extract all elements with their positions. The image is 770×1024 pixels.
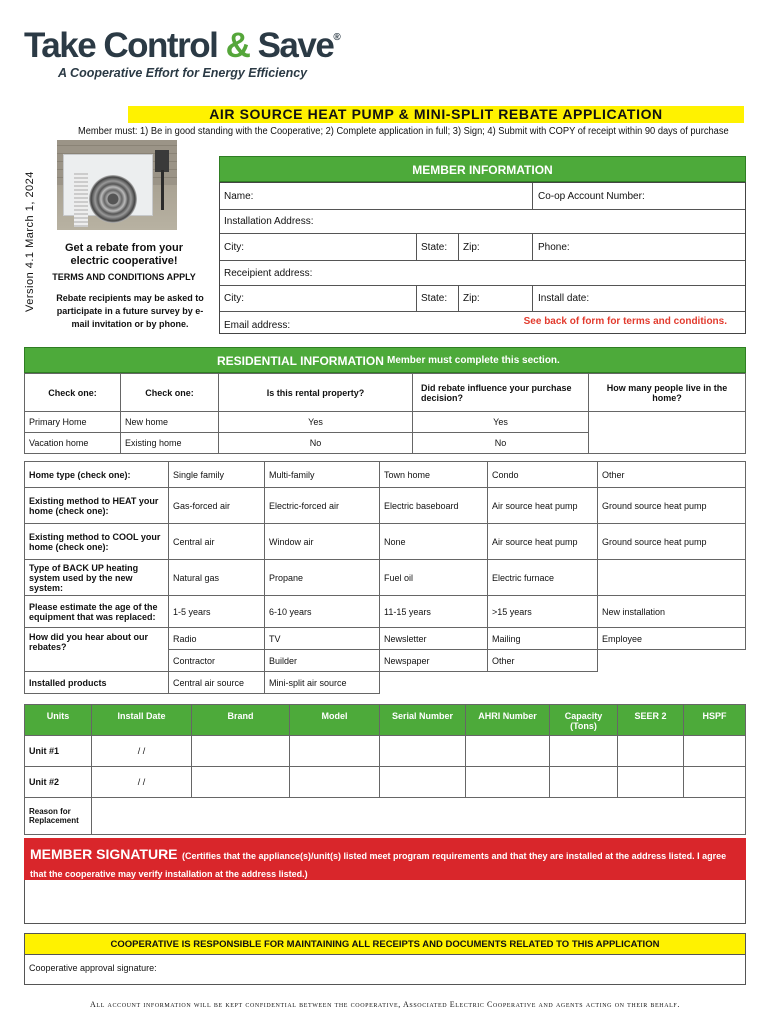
reason-field[interactable] (92, 798, 746, 835)
residential-title: RESIDENTIAL INFORMATION (217, 354, 384, 368)
col-check-one-2: Check one: (121, 374, 219, 412)
option-rental-no[interactable]: No (219, 433, 413, 454)
detail-option[interactable]: Contractor (169, 650, 265, 672)
col-influence: Did rebate influence your purchase decision? (413, 374, 589, 412)
unit1-capacity[interactable] (550, 736, 618, 767)
cooperative-notice: COOPERATIVE IS RESPONSIBLE FOR MAINTAINING ALL RECEIPTS AND DOCUMENTS RELATED TO THIS APPLICATION (24, 933, 746, 955)
detail-option[interactable]: 1-5 years (169, 596, 265, 628)
city-field[interactable]: City: (224, 242, 244, 253)
detail-option[interactable]: Central air (169, 524, 265, 560)
detail-label: Home type (check one): (25, 462, 169, 488)
detail-option[interactable]: Central air source (169, 672, 265, 694)
unit1-install-date[interactable]: / / (92, 736, 192, 767)
signature-text: (Certifies that the appliance(s)/unit(s) listed meet program requirements and that they are installed at the address listed. I agree that the cooperative may verify installation at the address listed.) (30, 851, 727, 879)
detail-option[interactable]: Newsletter (380, 628, 488, 650)
version-date-label: Version 4.1 March 1, 2024 (24, 171, 36, 312)
residential-header (24, 347, 746, 373)
logo-part2: Save (257, 26, 334, 65)
unit1-brand[interactable] (192, 736, 290, 767)
unit2-model[interactable] (290, 767, 380, 798)
detail-option[interactable]: New installation (598, 596, 746, 628)
units-col-header: Brand (192, 705, 290, 736)
detail-option[interactable]: Employee (598, 628, 746, 650)
detail-option[interactable]: Mailing (488, 628, 598, 650)
heat-pump-photo (57, 140, 177, 230)
unit1-model[interactable] (290, 736, 380, 767)
detail-option[interactable]: Other (488, 650, 598, 672)
details-table (24, 461, 746, 694)
logo-ampersand: & (225, 26, 250, 65)
unit2-install-date[interactable]: / / (92, 767, 192, 798)
unit2-capacity[interactable] (550, 767, 618, 798)
empty-cell (380, 672, 488, 694)
units-col-header: AHRI Number (466, 705, 550, 736)
detail-label: Installed products (25, 672, 169, 694)
option-new-home[interactable]: New home (121, 412, 219, 433)
detail-option[interactable]: Mini-split air source (265, 672, 380, 694)
name-field[interactable]: Name: (224, 191, 254, 202)
empty-cell (598, 672, 746, 694)
detail-option[interactable]: None (380, 524, 488, 560)
detail-option[interactable]: Ground source heat pump (598, 524, 746, 560)
detail-label: Please estimate the age of the equipment that was replaced: (25, 596, 169, 628)
detail-option[interactable]: Condo (488, 462, 598, 488)
detail-option[interactable]: Ground source heat pump (598, 488, 746, 524)
detail-option (598, 560, 746, 596)
detail-option[interactable]: Air source heat pump (488, 524, 598, 560)
detail-option[interactable]: Electric furnace (488, 560, 598, 596)
empty-cell (488, 672, 598, 694)
option-influence-no[interactable]: No (413, 433, 589, 454)
unit1-seer2[interactable] (618, 736, 684, 767)
detail-label: Type of BACK UP heating system used by the new system: (25, 560, 169, 596)
units-col-header: Install Date (92, 705, 192, 736)
zip-field[interactable]: Zip: (463, 242, 480, 253)
reason-label: Reason for Replacement (25, 798, 92, 835)
detail-option[interactable]: Gas-forced air (169, 488, 265, 524)
promo-headline: Get a rebate from your electric cooperative! (65, 242, 183, 267)
city2-field[interactable]: City: (224, 293, 244, 304)
col-rental: Is this rental property? (219, 374, 413, 412)
detail-option[interactable]: Electric-forced air (265, 488, 380, 524)
units-col-header: SEER 2 (618, 705, 684, 736)
units-col-header: Capacity (Tons) (550, 705, 618, 736)
detail-option[interactable]: Newspaper (380, 650, 488, 672)
install-address-field[interactable]: Installation Address: (224, 216, 314, 227)
detail-label: How did you hear about our rebates? (25, 628, 169, 672)
requirements-text: Member must: 1) Be in good standing with the Cooperative; 2) Complete application in full; 3) Sign; 4) Submit with COPY of receipt within 90 days of purchase (78, 126, 729, 137)
unit2-brand[interactable] (192, 767, 290, 798)
detail-option[interactable]: Multi-family (265, 462, 380, 488)
col-check-one-1: Check one: (25, 374, 121, 412)
promo-survey: Rebate recipients may be asked to participate in a future survey by e-mail invitation or by phone. (56, 293, 204, 329)
logo-part1: Take Control (24, 26, 218, 65)
unit1-ahri[interactable] (466, 736, 550, 767)
detail-option[interactable]: Builder (265, 650, 380, 672)
detail-option[interactable]: >15 years (488, 596, 598, 628)
detail-label: Existing method to HEAT your home (check one): (25, 488, 169, 524)
unit1-hspf[interactable] (684, 736, 746, 767)
detail-option[interactable]: Window air (265, 524, 380, 560)
detail-option[interactable]: Natural gas (169, 560, 265, 596)
promo-terms: TERMS AND CONDITIONS APPLY (52, 272, 196, 282)
option-primary-home[interactable]: Primary Home (25, 412, 121, 433)
units-col-header: HSPF (684, 705, 746, 736)
unit2-serial[interactable] (380, 767, 466, 798)
detail-option[interactable]: 6-10 years (265, 596, 380, 628)
unit2-label: Unit #2 (25, 767, 92, 798)
install-date-field[interactable]: Install date: (538, 293, 590, 304)
units-col-header: Units (25, 705, 92, 736)
detail-option[interactable]: Air source heat pump (488, 488, 598, 524)
recipient-address-field[interactable]: Receipient address: (224, 268, 313, 279)
detail-label: Existing method to COOL your home (check one): (25, 524, 169, 560)
member-info-header: MEMBER INFORMATION (219, 156, 746, 182)
account-number-field[interactable]: Co-op Account Number: (538, 191, 645, 202)
residential-table (24, 373, 746, 454)
units-col-header: Serial Number (380, 705, 466, 736)
units-col-header: Model (290, 705, 380, 736)
units-table (24, 704, 746, 835)
unit1-label: Unit #1 (25, 736, 92, 767)
unit2-seer2[interactable] (618, 767, 684, 798)
signature-field[interactable] (24, 880, 746, 924)
empty-cell (598, 650, 746, 672)
form-title: AIR SOURCE HEAT PUMP & MINI-SPLIT REBATE APPLICATION (128, 106, 744, 123)
zip2-field[interactable]: Zip: (463, 293, 480, 304)
detail-option[interactable]: 11-15 years (380, 596, 488, 628)
col-people: How many people live in the home? (589, 374, 746, 412)
fan-icon (89, 175, 137, 223)
unit2-hspf[interactable] (684, 767, 746, 798)
detail-option[interactable]: Radio (169, 628, 265, 650)
cooperative-approval-label: Cooperative approval signature: (29, 963, 157, 973)
terms-note: See back of form for terms and conditions. (523, 316, 727, 327)
detail-option[interactable]: Fuel oil (380, 560, 488, 596)
detail-option[interactable]: Electric baseboard (380, 488, 488, 524)
detail-option[interactable]: Other (598, 462, 746, 488)
unit2-ahri[interactable] (466, 767, 550, 798)
member-signature-banner (24, 838, 746, 880)
option-influence-yes[interactable]: Yes (413, 412, 589, 433)
people-count-field[interactable] (589, 412, 746, 454)
option-rental-yes[interactable]: Yes (219, 412, 413, 433)
detail-option[interactable]: Propane (265, 560, 380, 596)
registered-mark: ® (333, 32, 340, 43)
phone-field[interactable]: Phone: (538, 242, 570, 253)
logo-wordmark (24, 26, 339, 66)
email-field[interactable]: Email address: (224, 320, 291, 331)
signature-title: MEMBER SIGNATURE (30, 846, 178, 862)
cooperative-approval-box[interactable] (24, 955, 746, 985)
detail-option[interactable]: TV (265, 628, 380, 650)
detail-option[interactable]: Town home (380, 462, 488, 488)
logo-tagline: A Cooperative Effort for Energy Efficiency (58, 66, 308, 80)
unit1-serial[interactable] (380, 736, 466, 767)
state-field[interactable]: State: (421, 242, 448, 253)
option-existing-home[interactable]: Existing home (121, 433, 219, 454)
confidentiality-footer: All account information will be kept confidential between the cooperative, Associated Electric Cooperative and agents acting on their behalf. (90, 1000, 680, 1009)
residential-note: Member must complete this section. (387, 355, 560, 366)
member-info-box (219, 182, 746, 334)
detail-option[interactable]: Single family (169, 462, 265, 488)
option-vacation-home[interactable]: Vacation home (25, 433, 121, 454)
state2-field[interactable]: State: (421, 293, 448, 304)
